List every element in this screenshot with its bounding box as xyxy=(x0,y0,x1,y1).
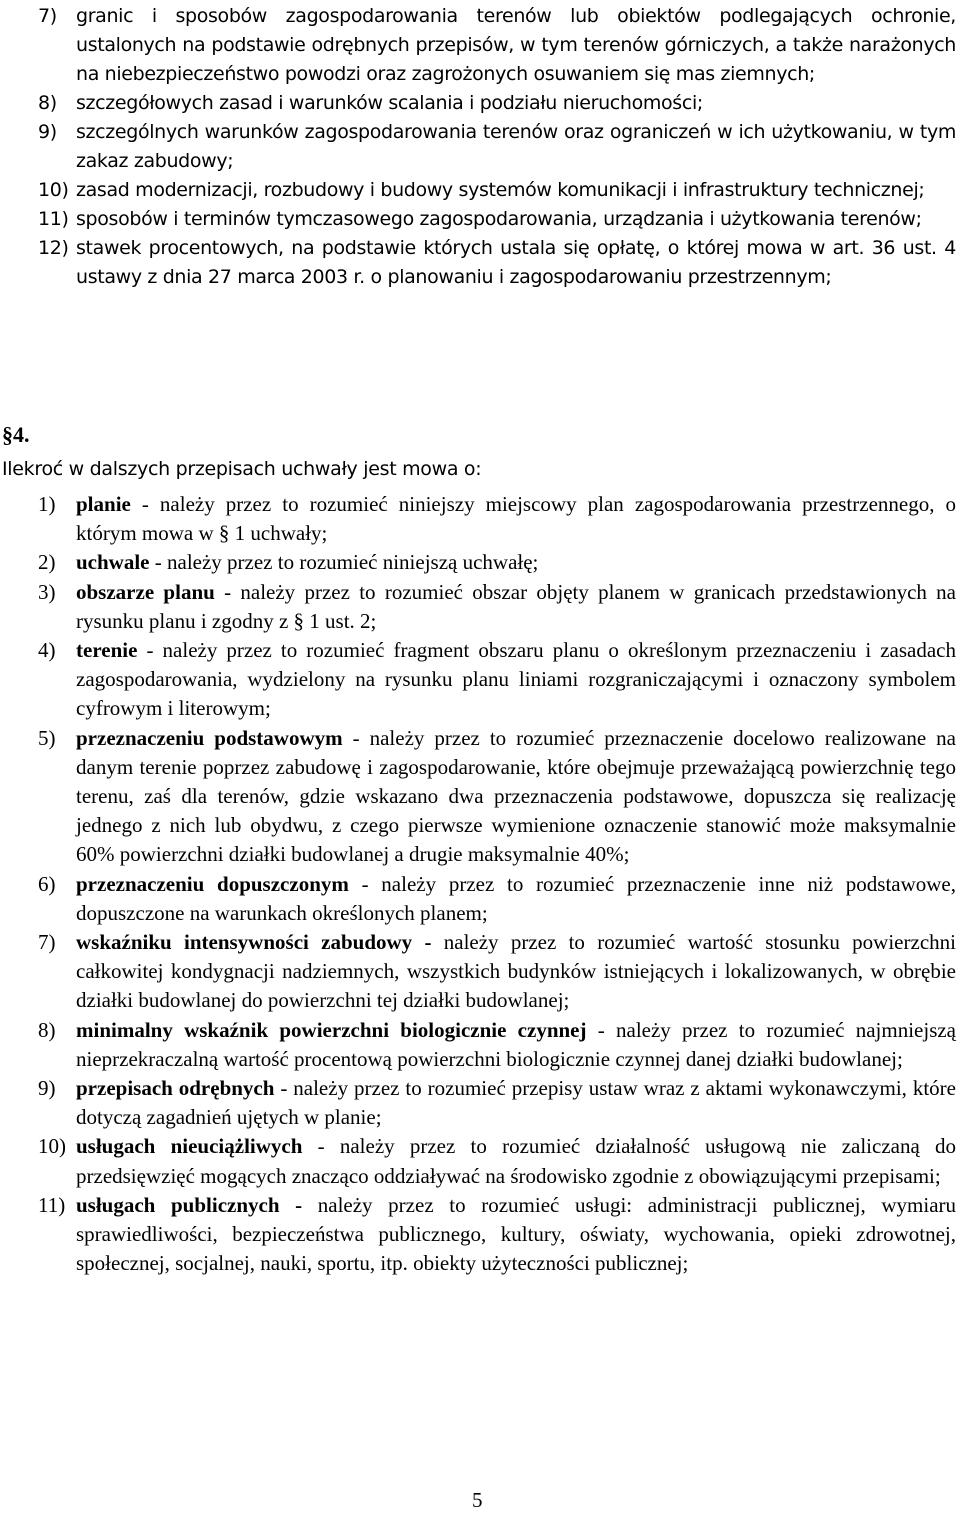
list-item xyxy=(0,2,960,89)
item-number: 8) xyxy=(38,92,57,114)
list-item xyxy=(0,205,960,234)
paragraph-heading: §4. xyxy=(2,422,30,447)
item-text: zasad modernizacji, rozbudowy i budowy systemów komunikacji i infrastruktury technicznej; xyxy=(76,179,925,201)
definition-item xyxy=(0,1016,960,1074)
definition-item xyxy=(0,724,960,870)
definition-item xyxy=(0,1132,960,1190)
list-item xyxy=(0,89,960,118)
item-number: 10) xyxy=(38,179,69,201)
item-number: 6) xyxy=(38,871,56,896)
item-number: 3) xyxy=(38,579,56,604)
definition-text: - należy przez to rozumieć fragment obszaru planu o określonym przeznaczeniu i zasadach zagospodarowania, wydzielony na rysunku planu liniami rozgraniczającymi i oznaczony symbolem cyfrowym i literowym; xyxy=(76,638,956,721)
definition-text: - należy przez to rozumieć przeznaczenie inne niż podstawowe, dopuszczone na warunkach określonych planem; xyxy=(76,871,956,925)
definition-term: przeznaczeniu dopuszczonym xyxy=(76,871,349,896)
definition-text: należy przez to rozumieć wartość stosunku powierzchni całkowitej kondygnacji nadziemnych, wszystkich budynków istniejących i lokalizowanych, w obrębie działki budowlanej do powierzchni tej działki budowlanej; xyxy=(76,930,956,1013)
item-number: 11) xyxy=(38,208,69,230)
definition-text: - należy przez to rozumieć niniejszy miejscowy plan zagospodarowania przestrzennego, o którym mowa w § 1 uchwały; xyxy=(76,492,956,546)
item-text: szczególnych warunków zagospodarowania terenów oraz ograniczeń w ich użytkowaniu, w tym zakaz zabudowy; xyxy=(76,121,956,172)
definition-text: - należy przez to rozumieć działalność usługową nie zaliczaną do przedsięwzięć mogących znacząco oddziaływać na środowisko zgodnie z obowiązującymi przepisami; xyxy=(76,1134,957,1188)
definitions-list xyxy=(0,490,960,1278)
definition-item xyxy=(0,870,960,928)
definition-term: usługach nieuciążliwych xyxy=(76,1134,303,1159)
definition-item xyxy=(0,928,960,1016)
item-number: 9) xyxy=(38,121,57,143)
item-text: szczegółowych zasad i warunków scalania i podziału nieruchomości; xyxy=(76,92,703,114)
definition-item xyxy=(0,578,960,636)
definition-term: przepisach odrębnych xyxy=(76,1076,275,1101)
definition-item xyxy=(0,1191,960,1279)
definition-term: terenie xyxy=(76,638,138,663)
definition-text: - należy przez to rozumieć niniejszą uchwałę; xyxy=(149,550,539,575)
definition-term: przeznaczeniu podstawowym xyxy=(76,725,343,750)
definition-term: planie xyxy=(76,492,131,516)
item-number: 7) xyxy=(38,930,56,955)
item-number: 4) xyxy=(38,638,56,663)
page-number: 5 xyxy=(472,1488,483,1512)
definition-term: minimalny wskaźnik powierzchni biologicznie czynnej xyxy=(76,1017,587,1042)
definition-item xyxy=(0,1074,960,1132)
item-number: 10) xyxy=(38,1134,66,1159)
item-number: 11) xyxy=(38,1192,66,1217)
definition-term: usługach publicznych - xyxy=(76,1192,303,1217)
definition-item xyxy=(0,636,960,724)
definition-item xyxy=(0,490,960,548)
item-number: 1) xyxy=(38,492,56,516)
item-text: granic i sposobów zagospodarowania terenów lub obiektów podlegających ochronie, ustalonych na podstawie odrębnych przepisów, w tym terenów górniczych, a także narażonych na niebezpieczeństwo powodzi oraz zagrożonych osuwaniem się mas ziemnych; xyxy=(76,5,956,85)
item-number: 5) xyxy=(38,725,56,750)
item-text: stawek procentowych, na podstawie których ustala się opłatę, o której mowa w art. 36 ust. 4 ustawy z dnia 27 marca 2003 r. o planowaniu i zagospodarowaniu przestrzennym; xyxy=(76,237,956,288)
definition-text: - należy przez to rozumieć przepisy ustaw wraz z aktami wykonawczymi, które dotyczą zagadnień ujętych w planie; xyxy=(76,1076,956,1130)
item-number: 12) xyxy=(38,237,69,259)
definition-text: należy przez to rozumieć usługi: administracji publicznej, wymiaru sprawiedliwości, bezpieczeństwa publicznego, kultury, oświaty, wychowania, opieki zdrowotnej, społecznej, socjalnej, nauki, sportu, itp. obiekty użyteczności publicznej; xyxy=(76,1192,957,1276)
intro-text: Ilekroć w dalszych przepisach uchwały jest mowa o: xyxy=(2,458,482,480)
definition-term: wskaźniku intensywności zabudowy - xyxy=(76,930,432,955)
top-list xyxy=(0,2,960,292)
list-item xyxy=(0,176,960,205)
definition-text: - należy przez to rozumieć przeznaczenie docelowo realizowane na danym terenie poprzez zabudowę i zagospodarowanie, które obejmuje przeważającą powierzchnię tego terenu, zaś dla terenów, gdzie wskazano dwa przeznaczenia podstawowe, dopuszcza się realizację jednego z nich lub obydwu, z czego pierwsze wymienione oznaczenie stanowić może maksymalnie 60% powierzchni działki budowlanej a drugie maksymalnie 40%; xyxy=(76,725,956,867)
list-item xyxy=(0,118,960,176)
definition-text: - należy przez to rozumieć obszar objęty planem w granicach przedstawionych na rysunku planu i zgodny z § 1 ust. 2; xyxy=(76,579,956,633)
definition-term: obszarze planu xyxy=(76,579,215,604)
item-number: 9) xyxy=(38,1076,56,1101)
list-item xyxy=(0,234,960,292)
item-text: sposobów i terminów tymczasowego zagospodarowania, urządzania i użytkowania terenów; xyxy=(76,208,922,230)
item-number: 2) xyxy=(38,550,56,575)
definition-item xyxy=(0,548,960,577)
definition-term: uchwale xyxy=(76,550,150,575)
definition-text: - należy przez to rozumieć najmniejszą nieprzekraczalną wartość procentową powierzchni biologicznie czynnej danej działki budowlanej; xyxy=(76,1017,957,1071)
item-number: 7) xyxy=(38,5,57,27)
item-number: 8) xyxy=(38,1017,56,1042)
